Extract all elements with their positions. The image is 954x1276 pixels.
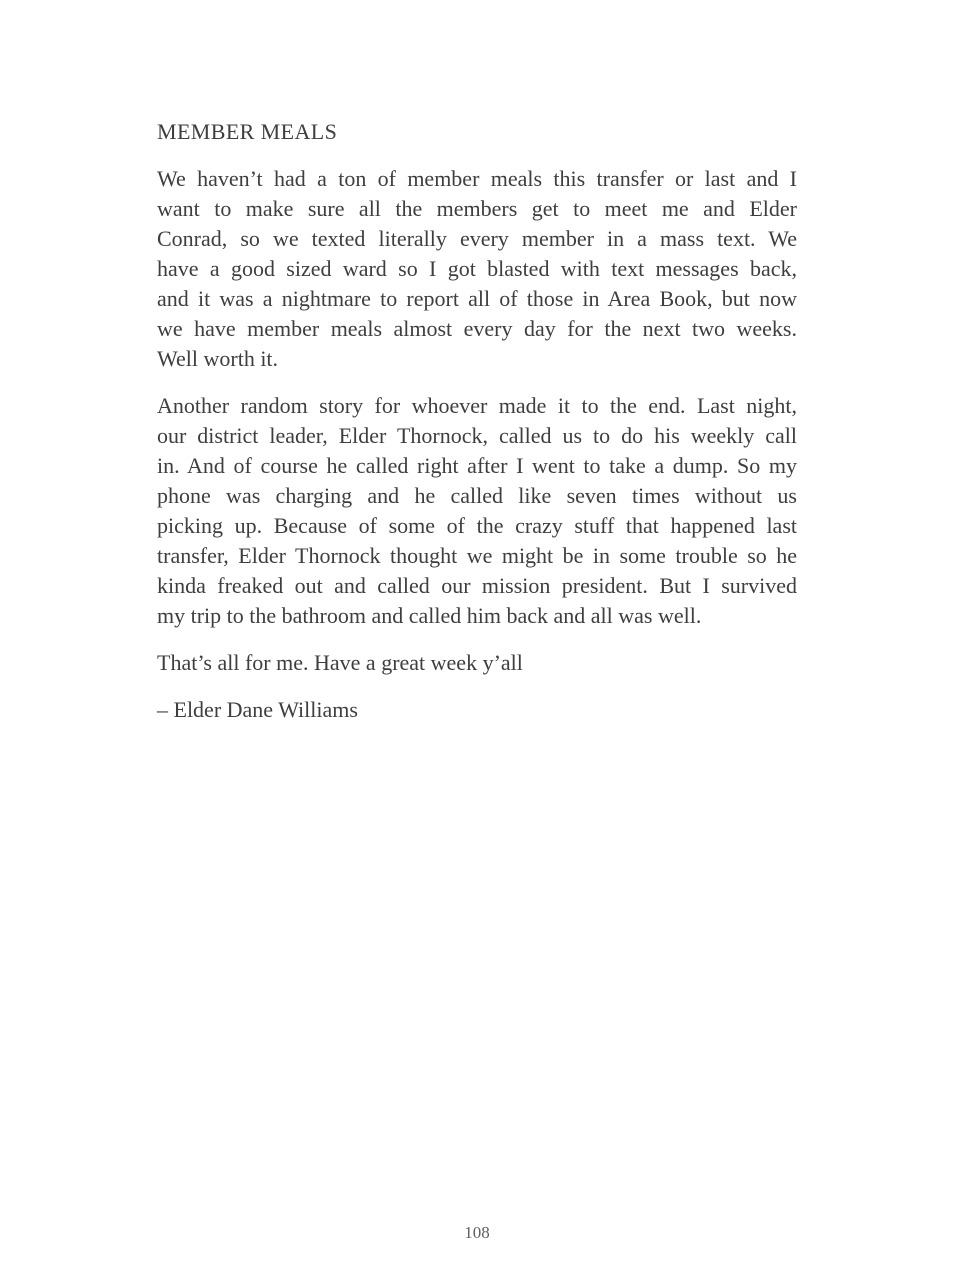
text-line: phone was charging and he called like seven times without us bbox=[157, 483, 797, 508]
text-line: kinda freaked out and called our mission president. But I survived bbox=[157, 573, 797, 598]
text-line: transfer, Elder Thornock thought we might be in some trouble so he bbox=[157, 543, 797, 568]
text-line: my trip to the bathroom and called him back and all was well. bbox=[157, 603, 702, 628]
paragraph bbox=[157, 648, 797, 678]
paragraph bbox=[157, 391, 797, 631]
text-line: – Elder Dane Williams bbox=[157, 697, 358, 722]
body-text bbox=[157, 164, 797, 725]
text-line: picking up. Because of some of the crazy stuff that happened last bbox=[157, 513, 797, 538]
page-content bbox=[157, 117, 797, 725]
text-line: That’s all for me. Have a great week y’all bbox=[157, 650, 523, 675]
text-line: Conrad, so we texted literally every member in a mass text. We bbox=[157, 226, 797, 251]
text-line: in. And of course he called right after I went to take a dump. So my bbox=[157, 453, 797, 478]
text-line: and it was a nightmare to report all of those in Area Book, but now bbox=[157, 286, 797, 311]
text-line: Another random story for whoever made it to the end. Last night, bbox=[157, 393, 797, 418]
paragraph bbox=[157, 695, 797, 725]
text-line: want to make sure all the members get to meet me and Elder bbox=[157, 196, 797, 221]
page-number: 108 bbox=[464, 1223, 490, 1242]
text-line: we have member meals almost every day for the next two weeks. bbox=[157, 316, 797, 341]
text-line: Well worth it. bbox=[157, 346, 279, 371]
text-line: our district leader, Elder Thornock, called us to do his weekly call bbox=[157, 423, 797, 448]
text-line: We haven’t had a ton of member meals this transfer or last and I bbox=[157, 166, 797, 191]
page-heading: MEMBER MEALS bbox=[157, 119, 338, 144]
paragraph bbox=[157, 164, 797, 374]
text-line: have a good sized ward so I got blasted with text messages back, bbox=[157, 256, 797, 281]
